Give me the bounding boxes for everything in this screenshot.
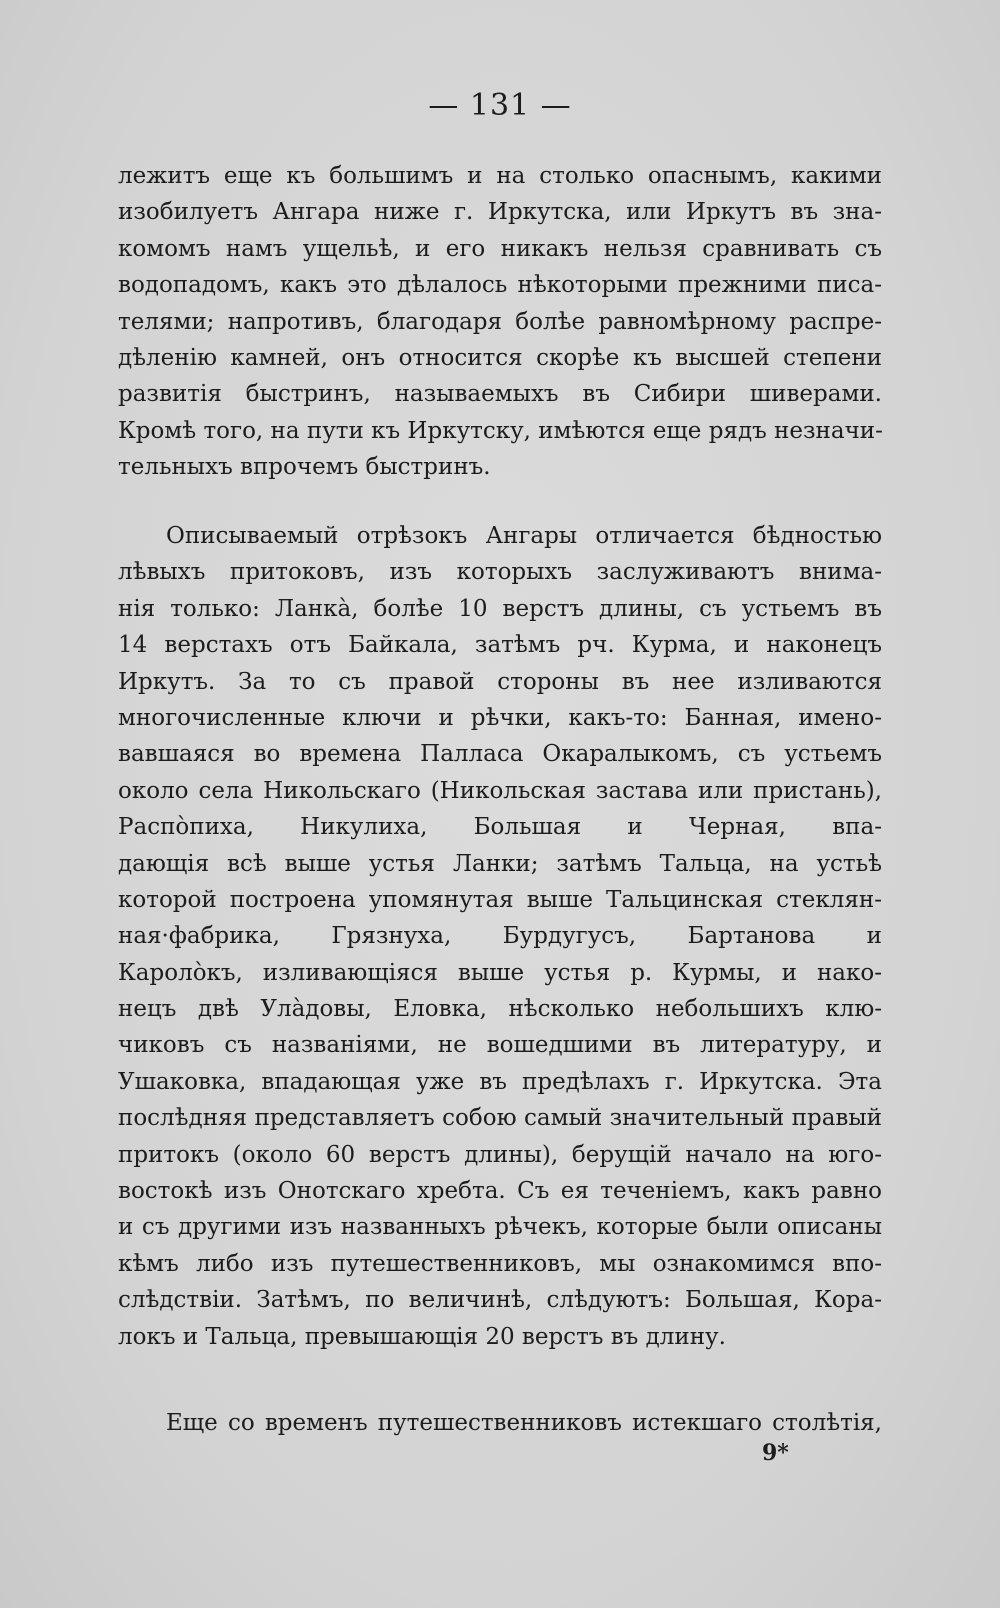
page-number: — 131 — xyxy=(428,88,572,123)
text-line: лежитъ еще къ большимъ и на столько опаснымъ, какими xyxy=(118,163,882,189)
text-line: многочисленные ключи и рѣчки, какъ-то: Банная, имено- xyxy=(118,704,882,731)
text-line: дѣленію камней, онъ относится скорѣе къ высшей степени xyxy=(118,344,882,371)
text-line: притокъ (около 60 верстъ длины), берущій начало на юго- xyxy=(118,1141,882,1168)
text-line: дающія всѣ выше устья Ланки; затѣмъ Тальца, на устьѣ xyxy=(118,850,882,877)
text-line: комомъ намъ ущельѣ, и его никакъ нельзя сравнивать съ xyxy=(118,235,882,262)
text-line: 14 верстахъ отъ Байкала, затѣмъ рч. Курма, и наконецъ xyxy=(118,632,882,659)
text-line: Описываемый отрѣзокъ Ангары отличается бѣдностью xyxy=(166,523,882,549)
text-line: чиковъ съ названіями, не вошедшими въ литературу, и xyxy=(118,1032,882,1059)
paragraph-3 xyxy=(118,1405,882,1441)
text-line: телями; напротивъ, благодаря болѣе равномѣрному распре- xyxy=(118,308,882,335)
text-line: Распòпиха, Никулиха, Большая и Черная, впа- xyxy=(118,814,882,841)
text-line: слѣдствіи. Затѣмъ, по величинѣ, слѣдуютъ: Большая, Кора- xyxy=(118,1287,882,1314)
printer-signature-mark: 9* xyxy=(762,1440,789,1466)
text-line: послѣдняя представляетъ собою самый значительный правый xyxy=(118,1105,882,1132)
text-line: изобилуетъ Ангара ниже г. Иркутска, или Иркутъ въ зна- xyxy=(118,199,882,226)
text-line: развитія быстринъ, называемыхъ въ Сибири шиверами. xyxy=(118,381,882,408)
text-line: вавшаяся во времена Палласа Окаралыкомъ, съ устьемъ xyxy=(118,741,882,768)
text-line: востокѣ изъ Онотскаго хребта. Съ ея теченіемъ, какъ равно xyxy=(118,1178,882,1205)
text-line: Иркутъ. За то съ правой стороны въ нее изливаются xyxy=(118,668,882,695)
text-line: ная·фабрика, Грязнуха, Бурдугусъ, Бартанова и xyxy=(118,923,882,950)
text-line: и съ другими изъ названныхъ рѣчекъ, которые были описаны xyxy=(118,1214,882,1241)
text-line: локъ и Тальца, превышающія 20 верстъ въ длину. xyxy=(118,1323,726,1350)
text-line: кѣмъ либо изъ путешественниковъ, мы ознакомимся впо- xyxy=(118,1250,882,1277)
text-line: нія только: Ланкà, болѣе 10 верстъ длины, съ устьемъ въ xyxy=(118,595,882,622)
text-line: лѣвыхъ притоковъ, изъ которыхъ заслуживаютъ внима- xyxy=(118,559,882,586)
paragraph-2 xyxy=(118,518,882,1355)
paragraph-1 xyxy=(118,158,882,486)
text-line: около села Никольскаго (Никольская застава или пристань), xyxy=(118,777,882,804)
text-line: тельныхъ впрочемъ быстринъ. xyxy=(118,454,491,481)
text-line: водопадомъ, какъ это дѣлалось нѣкоторыми прежними писа- xyxy=(118,272,882,299)
text-line: которой построена упомянутая выше Тальцинская стеклян- xyxy=(118,886,882,913)
text-line: нецъ двѣ Улàдовы, Еловка, нѣсколько небольшихъ клю- xyxy=(118,996,882,1023)
text-line: Кромѣ того, на пути къ Иркутску, имѣются еще рядъ незначи- xyxy=(118,417,883,444)
text-line: Каролòкъ, изливающіяся выше устья р. Курмы, и нако- xyxy=(118,959,882,986)
text-line: Ушаковка, впадающая уже въ предѣлахъ г. Иркутска. Эта xyxy=(118,1068,882,1095)
text-line: Еще со временъ путешественниковъ истекшаго столѣтія, xyxy=(166,1410,882,1436)
